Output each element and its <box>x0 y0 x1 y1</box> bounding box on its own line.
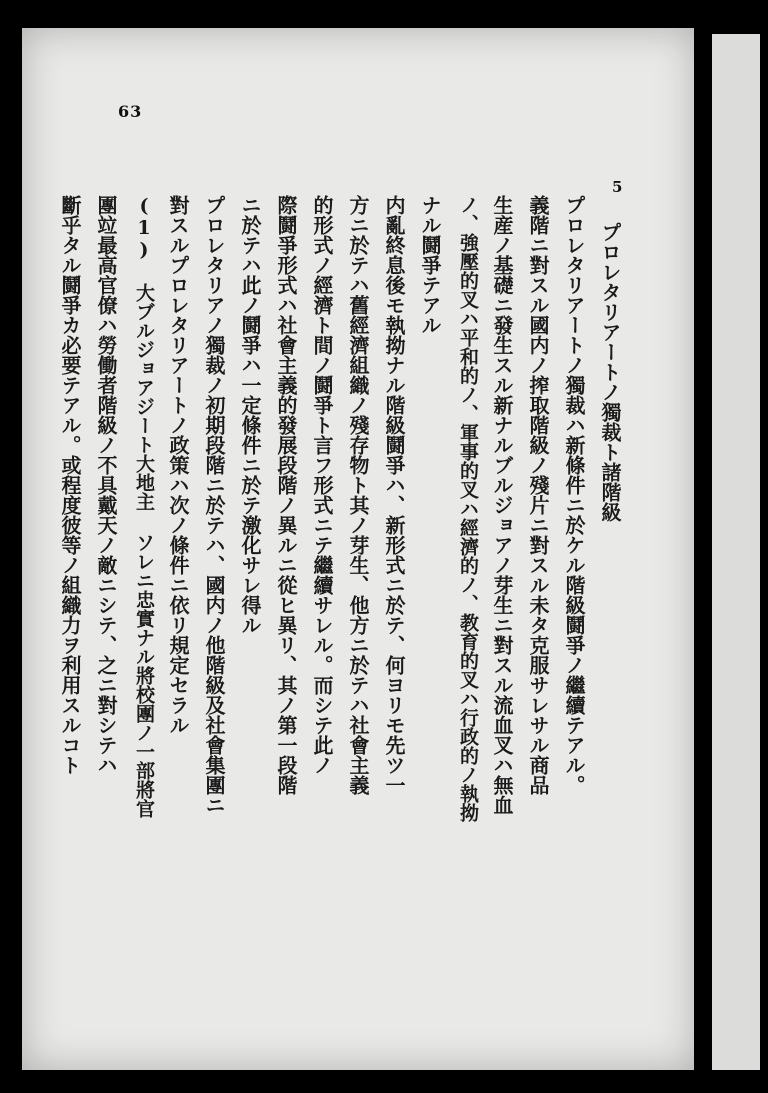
text-column: 斷乎タル鬪爭カ必要テアル。或程度彼等ノ組織力ヲ利用スルコト <box>58 195 82 775</box>
text-column: 内亂終息後モ執拗ナル階級鬪爭ハ、新形式ニ於テ、何ヨリモ先ツ一 <box>382 195 406 795</box>
text-column: 義階ニ對スル國内ノ搾取階級ノ殘片ニ對スル未タ克服サレサル商品 <box>526 195 550 795</box>
book-gutter <box>694 28 712 1070</box>
section-number: 5 <box>612 178 623 196</box>
text-column: 方ニ於テハ舊經濟組織ノ殘存物ト其ノ芽生、他方ニ於テハ社會主義 <box>346 195 370 795</box>
text-column: (1) 大ブルジョアジート大地主 ソレニ忠實ナル將校團ノ一部將官 <box>133 195 155 818</box>
text-column: ノ、強壓的叉ハ平和的ノ、軍事的叉ハ經濟的ノ、教育的叉ハ行政的ノ執拗 <box>457 195 479 822</box>
text-column: ニ於テハ此ノ鬪爭ハ一定條件ニ於テ激化サレ得ル <box>238 195 262 635</box>
text-column: 團竝最高官僚ハ勞働者階級ノ不具戴天ノ敵ニシテ、之ニ對シテハ <box>94 195 118 775</box>
text-column: ナル鬪爭テアル <box>418 195 442 335</box>
text-column: 的形式ノ經濟ト間ノ鬪爭ト言フ形式ニテ繼續サレル。而シテ此ノ <box>310 195 334 775</box>
text-column: プロレタリアノ獨裁ノ初期段階ニ於テハ、國内ノ他階級及社會集團ニ <box>202 195 226 815</box>
text-column: プロレタリアートノ獨裁ハ新條件ニ於ケル階級鬪爭ノ繼續テアル。 <box>562 195 586 795</box>
text-column: 際鬪爭形式ハ社會主義的發展段階ノ異ルニ從ヒ異リ、其ノ第一段階 <box>274 195 298 795</box>
page-number: 63 <box>118 102 143 121</box>
facing-page-edge <box>712 34 760 1070</box>
text-column: 生産ノ基礎ニ發生スル新ナルブルジョアノ芽生ニ對スル流血叉ハ無血 <box>490 195 514 815</box>
text-column-heading: プロレタリアートノ獨裁ト諸階級 <box>598 222 622 522</box>
text-column: 對スルプロレタリアートノ政策ハ次ノ條件ニ依リ規定セラル <box>166 195 190 735</box>
